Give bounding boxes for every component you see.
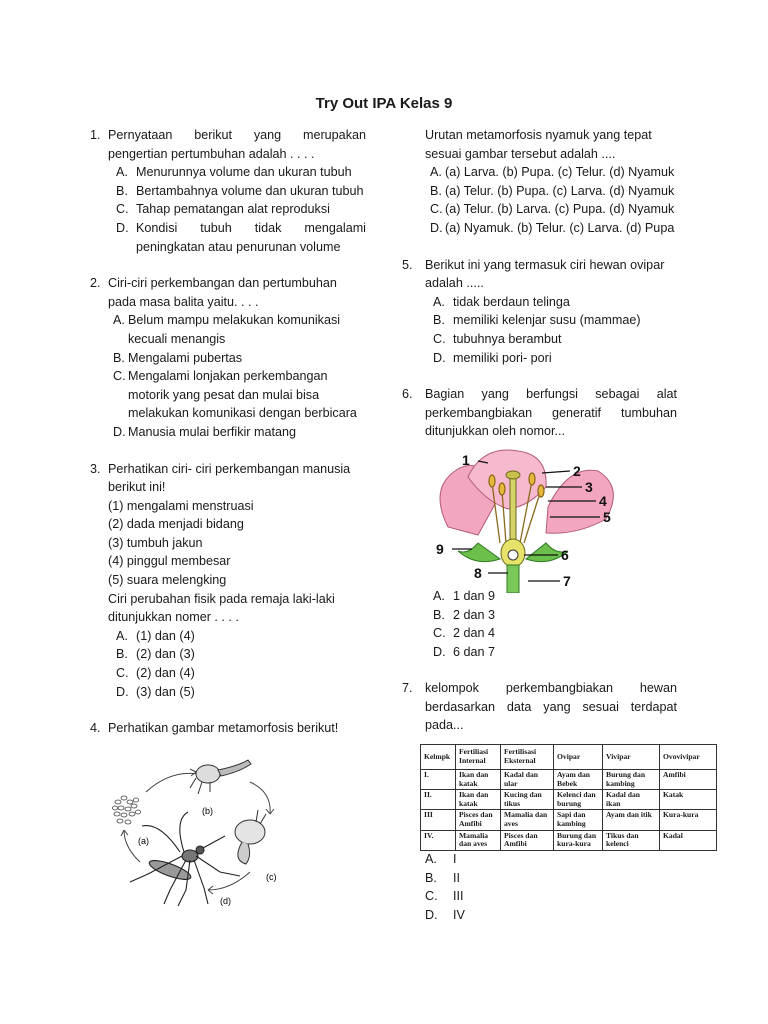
question-number: 1. bbox=[90, 128, 101, 142]
question-5 bbox=[402, 256, 677, 368]
figure-label-a: (a) bbox=[138, 836, 149, 846]
table-row: III Pisces dan Amfibi Mamalia dan aves Sapi dan kambing Ayam dan itik Kura-kura bbox=[421, 810, 717, 830]
figure-label-5: 5 bbox=[603, 509, 611, 525]
question-stem: adalah ..... bbox=[425, 276, 484, 291]
option-b[interactable]: B. 2 dan 3 bbox=[433, 607, 496, 622]
option-d[interactable]: D. 6 dan 7 bbox=[433, 644, 496, 659]
page-title: Try Out IPA Kelas 9 bbox=[315, 95, 453, 112]
table-row: I. Ikan dan katak Kadal dan ular Ayam dan Bebek Burung dan kambing Amfibi bbox=[421, 770, 717, 790]
list-item: (3) tumbuh jakun bbox=[108, 535, 203, 550]
question-1 bbox=[90, 126, 366, 256]
table-header-row bbox=[421, 745, 717, 770]
question-number: 6. bbox=[402, 387, 413, 402]
figure-label-6: 6 bbox=[561, 547, 569, 563]
question-prompt: ditunjukkan nomer . . . . bbox=[108, 610, 239, 625]
eggs-icon bbox=[113, 796, 141, 824]
reproduction-table bbox=[420, 744, 717, 851]
arrow-icon bbox=[208, 872, 250, 890]
question-stem: Perhatikan ciri- ciri perkembangan manusia bbox=[108, 461, 351, 476]
table-header: Kelmpk bbox=[421, 745, 456, 770]
figure-label-3: 3 bbox=[585, 479, 593, 495]
question-stem: pada masa balita yaitu. . . . bbox=[108, 294, 259, 309]
option-b[interactable]: B. (2) dan (3) bbox=[116, 647, 195, 662]
question-7 bbox=[402, 679, 677, 735]
question-stem: Ciri-ciri perkembangan dan pertumbuhan bbox=[108, 276, 337, 291]
question-prompt: Urutan metamorfosis nyamuk yang tepat bbox=[425, 128, 652, 142]
option-d[interactable]: D. IV bbox=[425, 907, 465, 922]
table-header: Ovipar bbox=[554, 745, 603, 770]
question-7-options bbox=[425, 850, 625, 924]
option-c[interactable]: C. tubuhnya berambut bbox=[433, 331, 562, 346]
question-number: 2. bbox=[90, 276, 101, 291]
arrow-icon bbox=[124, 830, 140, 862]
right-column bbox=[402, 126, 677, 735]
list-item: (1) mengalami menstruasi bbox=[108, 498, 254, 513]
left-column bbox=[90, 126, 366, 738]
flower-figure bbox=[428, 447, 628, 593]
pupa-icon bbox=[235, 810, 266, 864]
question-stem: pada... bbox=[425, 718, 464, 733]
option-d[interactable]: D. Manusia mulai berfikir matang bbox=[113, 424, 296, 439]
question-2 bbox=[90, 274, 366, 441]
arrow-icon bbox=[250, 782, 270, 814]
option-d[interactable]: D. Kondisi tubuh tidak mengalami peningkatan atau penurunan volume bbox=[116, 220, 366, 254]
figure-label-9: 9 bbox=[436, 541, 444, 557]
option-b[interactable]: B. Bertambahnya volume dan ukuran tubuh bbox=[116, 183, 364, 198]
question-stem: kelompok perkembangbiakan hewan bbox=[425, 681, 677, 696]
mosquito-icon bbox=[130, 812, 240, 906]
figure-label-c: (c) bbox=[266, 872, 277, 882]
figure-label-2: 2 bbox=[573, 463, 581, 479]
figure-label-7: 7 bbox=[563, 573, 571, 589]
table-row: IV. Mamalia dan aves Pisces dan Amfibi Burung dan kura-kura Tikus dan kelenci Kadal bbox=[421, 830, 717, 850]
option-a[interactable]: A. tidak berdaun telinga bbox=[433, 294, 570, 309]
table-header: Fertilisasi Eksternal bbox=[501, 745, 554, 770]
question-stem: berdasarkan data yang sesuai terdapat bbox=[425, 699, 677, 714]
figure-label-4: 4 bbox=[599, 493, 607, 509]
option-a[interactable]: A. (1) dan (4) bbox=[116, 628, 195, 643]
question-4 bbox=[90, 719, 366, 738]
question-stem: pengertian pertumbuhan adalah . . . . bbox=[108, 146, 315, 161]
question-4-continuation bbox=[402, 126, 677, 238]
question-number: 7. bbox=[402, 681, 413, 696]
table-header: Ovovivipar bbox=[660, 745, 717, 770]
question-3 bbox=[90, 460, 366, 702]
list-item: (4) pinggul membesar bbox=[108, 554, 231, 569]
table-header: Fertiliasi Internal bbox=[456, 745, 501, 770]
option-c[interactable]: C. III bbox=[425, 889, 464, 904]
option-b[interactable]: B. II bbox=[425, 870, 460, 885]
option-b[interactable]: B. Mengalami pubertas bbox=[113, 350, 243, 365]
option-a[interactable]: A. Menurunnya volume dan ukuran tubuh bbox=[116, 165, 352, 180]
question-prompt: Ciri perubahan fisik pada remaja laki-laki bbox=[108, 591, 335, 606]
question-prompt: sesuai gambar tersebut adalah .... bbox=[425, 146, 616, 161]
option-c[interactable]: C. 2 dan 4 bbox=[433, 626, 496, 641]
option-a[interactable]: A. (a) Larva. (b) Pupa. (c) Telur. (d) Nyamuk bbox=[430, 165, 675, 180]
figure-label-8: 8 bbox=[474, 565, 482, 581]
larva-icon bbox=[190, 760, 251, 794]
option-c[interactable]: C. (2) dan (4) bbox=[116, 666, 195, 681]
table-row: II. Ikan dan katak Kucing dan tikus Kelenci dan burung Kadal dan ikan Katak bbox=[421, 790, 717, 810]
question-stem: perkembangbiakan generatif tumbuhan bbox=[425, 405, 677, 420]
list-item: (2) dada menjadi bidang bbox=[108, 517, 244, 532]
option-c[interactable]: C. Mengalami lonjakan perkembangan motorik yang pesat dan mulai bisa melakukan komunikasi dengan berbicara bbox=[113, 369, 357, 421]
question-stem: ditunjukkan oleh nomor... bbox=[425, 424, 566, 439]
metamorphosis-figure bbox=[110, 752, 295, 914]
option-d[interactable]: D. memiliki pori- pori bbox=[433, 350, 552, 365]
question-stem: berikut ini! bbox=[108, 480, 166, 495]
figure-label-1: 1 bbox=[462, 452, 470, 468]
option-d[interactable]: D. (a) Nyamuk. (b) Telur. (c) Larva. (d) Pupa bbox=[430, 220, 675, 235]
question-stem: Bagian yang berfungsi sebagai alat bbox=[425, 387, 677, 402]
question-stem: Berikut ini yang termasuk ciri hewan ovipar bbox=[425, 257, 665, 272]
question-number: 4. bbox=[90, 721, 101, 736]
option-b[interactable]: B. (a) Telur. (b) Pupa. (c) Larva. (d) Nyamuk bbox=[430, 183, 675, 198]
option-a[interactable]: A. I bbox=[425, 852, 457, 866]
arrow-icon bbox=[146, 773, 198, 792]
question-number: 3. bbox=[90, 461, 101, 476]
option-b[interactable]: B. memiliki kelenjar susu (mammae) bbox=[433, 313, 641, 328]
option-c[interactable]: C. (a) Telur. (b) Larva. (c) Pupa. (d) Nyamuk bbox=[430, 202, 675, 217]
option-a[interactable]: A. Belum mampu melakukan komunikasi kecuali menangis bbox=[113, 313, 341, 346]
option-c[interactable]: C. Tahap pematangan alat reproduksi bbox=[116, 202, 330, 217]
question-stem: Pernyataan berikut yang merupakan bbox=[108, 128, 366, 142]
list-item: (5) suara melengking bbox=[108, 573, 227, 588]
question-number: 5. bbox=[402, 257, 413, 272]
question-stem: Perhatikan gambar metamorfosis berikut! bbox=[108, 721, 339, 736]
figure-label-d: (d) bbox=[220, 896, 231, 906]
option-a[interactable]: A. 1 dan 9 bbox=[433, 588, 496, 603]
figure-label-b: (b) bbox=[202, 806, 213, 816]
option-d[interactable]: D. (3) dan (5) bbox=[116, 684, 195, 699]
table-header: Vivipar bbox=[603, 745, 660, 770]
